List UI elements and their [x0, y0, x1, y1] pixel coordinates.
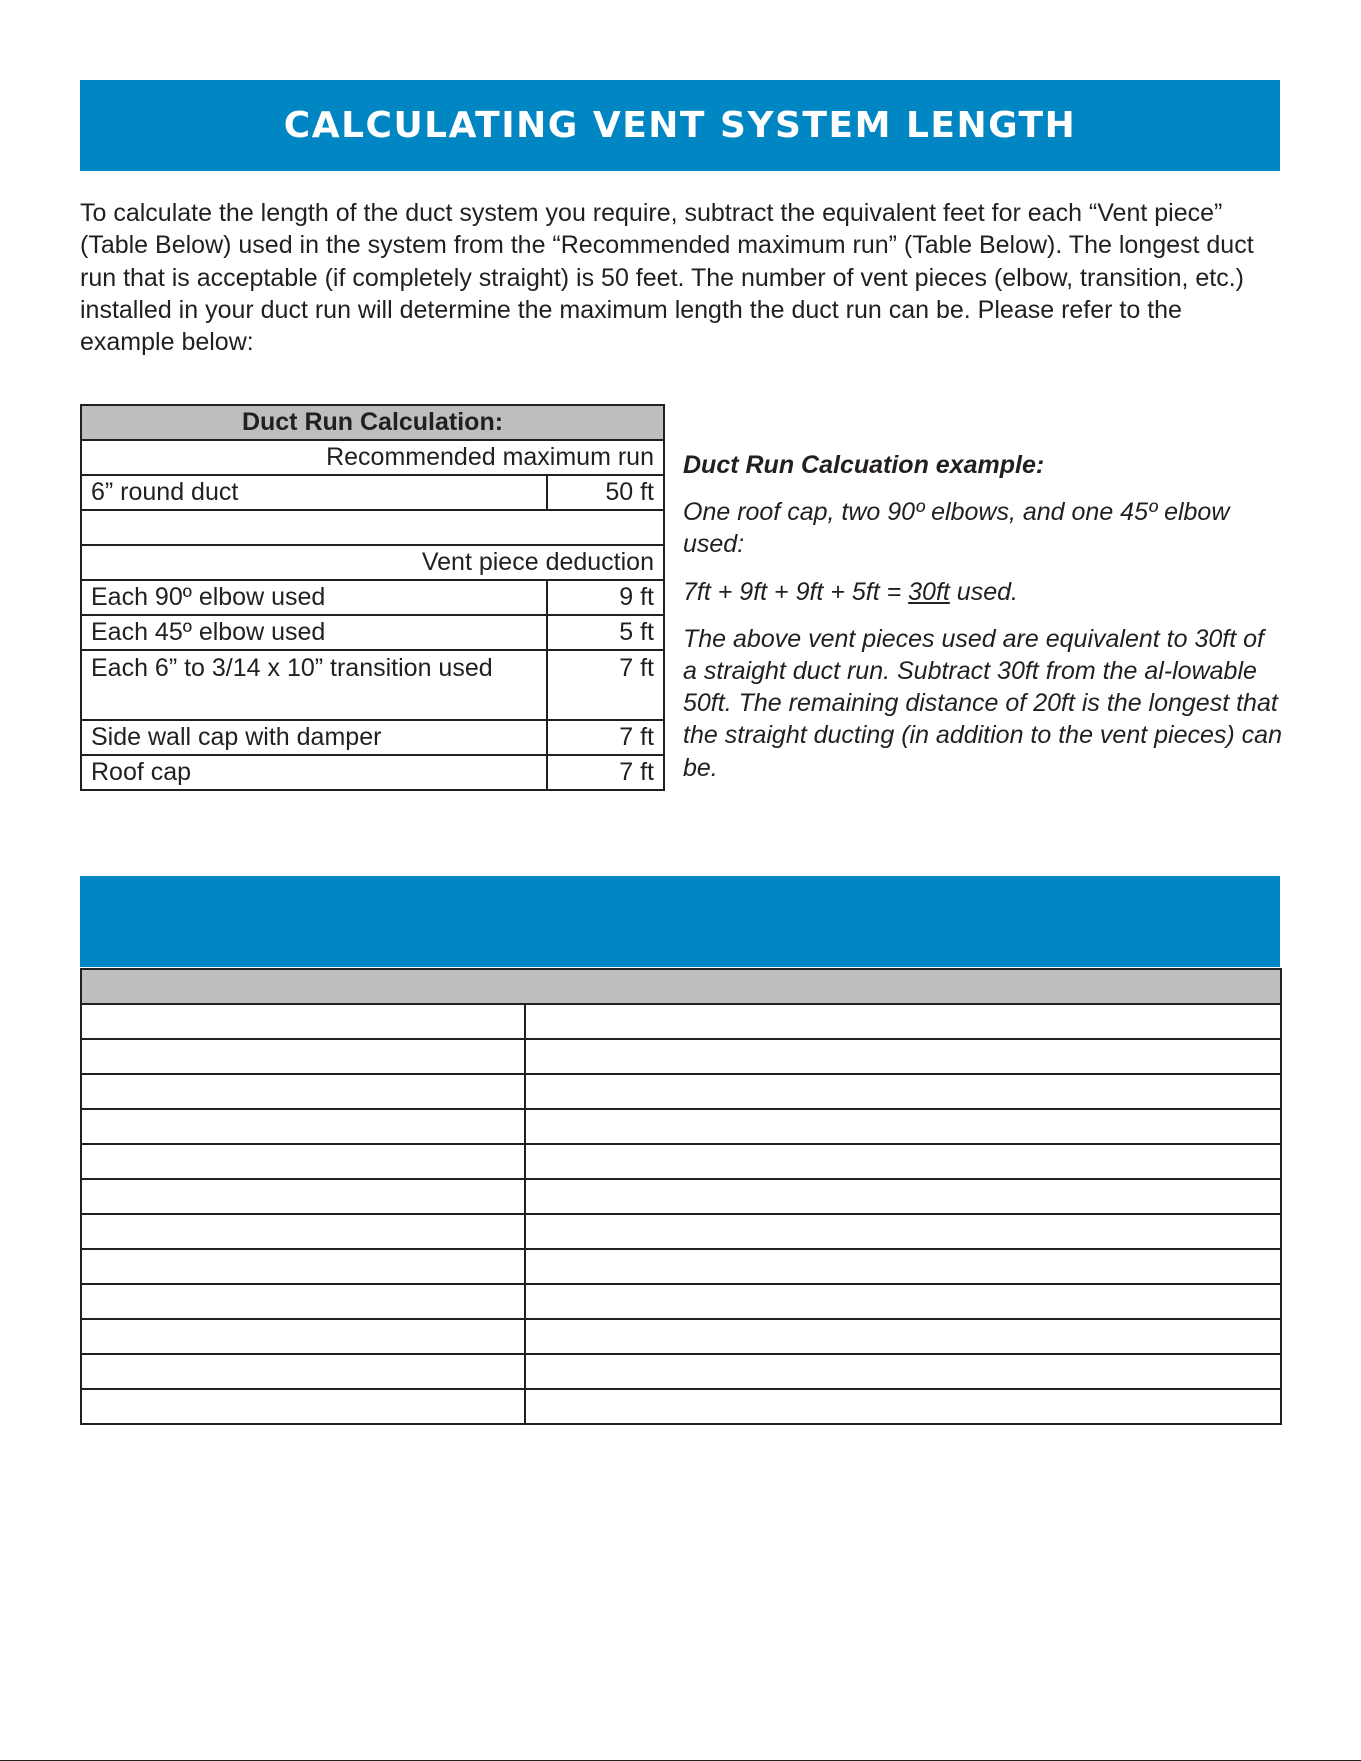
example-explanation: The above vent pieces used are equivalent to 30ft of a straight duct run. Subtract 30ft from the al-lowable 50ft. The remaining distance of 20ft is the longest that the straight ducting (in addition to the vent pieces) can be.	[683, 624, 1282, 782]
table-row	[81, 1284, 1281, 1319]
row-label: Side wall cap with damper	[81, 720, 547, 755]
table-cell	[525, 1004, 1281, 1039]
duct-table-title: Duct Run Calculation:	[81, 405, 664, 440]
table-row	[81, 475, 664, 510]
equation-prefix: 7ft + 9ft + 9ft + 5ft =	[683, 577, 909, 606]
example-panel	[683, 449, 1283, 799]
example-equation	[683, 576, 1283, 608]
row-value: 7 ft	[547, 650, 664, 720]
row-value: 9 ft	[547, 580, 664, 615]
table-cell	[525, 1354, 1281, 1389]
deduction-header: Vent piece deduction	[81, 545, 664, 580]
spacer-row	[81, 510, 664, 545]
table-cell	[525, 1074, 1281, 1109]
equation-suffix: used.	[949, 577, 1018, 606]
row-value: 5 ft	[547, 615, 664, 650]
table-row	[81, 1389, 1281, 1424]
table-row	[81, 1179, 1281, 1214]
row-label: Each 45º elbow used	[81, 615, 547, 650]
section-banner-empty	[80, 876, 1280, 967]
table-cell	[81, 1319, 525, 1354]
empty-table	[80, 968, 1282, 1425]
table-cell	[525, 1389, 1281, 1424]
page-title: CALCULATING VENT SYSTEM LENGTH	[283, 105, 1077, 146]
table-cell	[81, 1284, 525, 1319]
row-label: Each 90º elbow used	[81, 580, 547, 615]
example-title: Duct Run Calcuation example:	[683, 451, 1045, 479]
intro-paragraph	[80, 197, 1280, 358]
table-row	[81, 1109, 1281, 1144]
table-cell	[81, 1389, 525, 1424]
table-cell	[525, 1284, 1281, 1319]
table-row	[81, 1004, 1281, 1039]
table-cell	[525, 1144, 1281, 1179]
table-cell	[525, 1109, 1281, 1144]
table-row	[81, 1144, 1281, 1179]
table-row	[81, 615, 664, 650]
table-cell	[81, 1074, 525, 1109]
row-value: 50 ft	[547, 475, 664, 510]
table-cell	[81, 1144, 525, 1179]
table-row	[81, 1074, 1281, 1109]
intro-text: To calculate the length of the duct system you require, subtract the equivalent feet for each “Vent piece” (Table Below) used in the system from the “Recommended maximum run” (Table Below). The longest duct run that is acceptable (if completely straight) is 50 feet. The number of vent pieces (elbow, transition, etc.) installed in your duct run will determine the maximum length the duct run can be. Please refer to the example below:	[80, 199, 1254, 357]
table-row	[81, 1319, 1281, 1354]
table-cell	[81, 1004, 525, 1039]
max-run-header: Recommended maximum run	[81, 440, 664, 475]
table-cell	[81, 1354, 525, 1389]
table-row	[81, 1354, 1281, 1389]
table-row	[81, 1214, 1281, 1249]
table-cell	[81, 1109, 525, 1144]
table-row	[81, 1039, 1281, 1074]
table-row	[81, 650, 664, 720]
row-value: 7 ft	[547, 720, 664, 755]
table-row	[81, 580, 664, 615]
table-cell	[525, 1249, 1281, 1284]
table-cell	[525, 1319, 1281, 1354]
table-cell	[525, 1214, 1281, 1249]
section-banner	[80, 80, 1280, 171]
table-cell	[81, 1039, 525, 1074]
row-label: 6” round duct	[81, 475, 547, 510]
row-label: Roof cap	[81, 755, 547, 790]
row-value: 7 ft	[547, 755, 664, 790]
equation-total: 30ft	[908, 577, 950, 606]
table-row	[81, 755, 664, 790]
table-row	[81, 1249, 1281, 1284]
row-label: Each 6” to 3/14 x 10” transition used	[81, 650, 547, 720]
table-row	[81, 720, 664, 755]
empty-table-header	[81, 969, 1281, 1004]
table-cell	[81, 1249, 525, 1284]
table-cell	[81, 1214, 525, 1249]
table-cell	[525, 1039, 1281, 1074]
duct-run-table	[80, 404, 665, 791]
table-cell	[81, 1179, 525, 1214]
table-cell	[525, 1179, 1281, 1214]
example-line: One roof cap, two 90º elbows, and one 45º elbow used:	[683, 498, 1230, 559]
